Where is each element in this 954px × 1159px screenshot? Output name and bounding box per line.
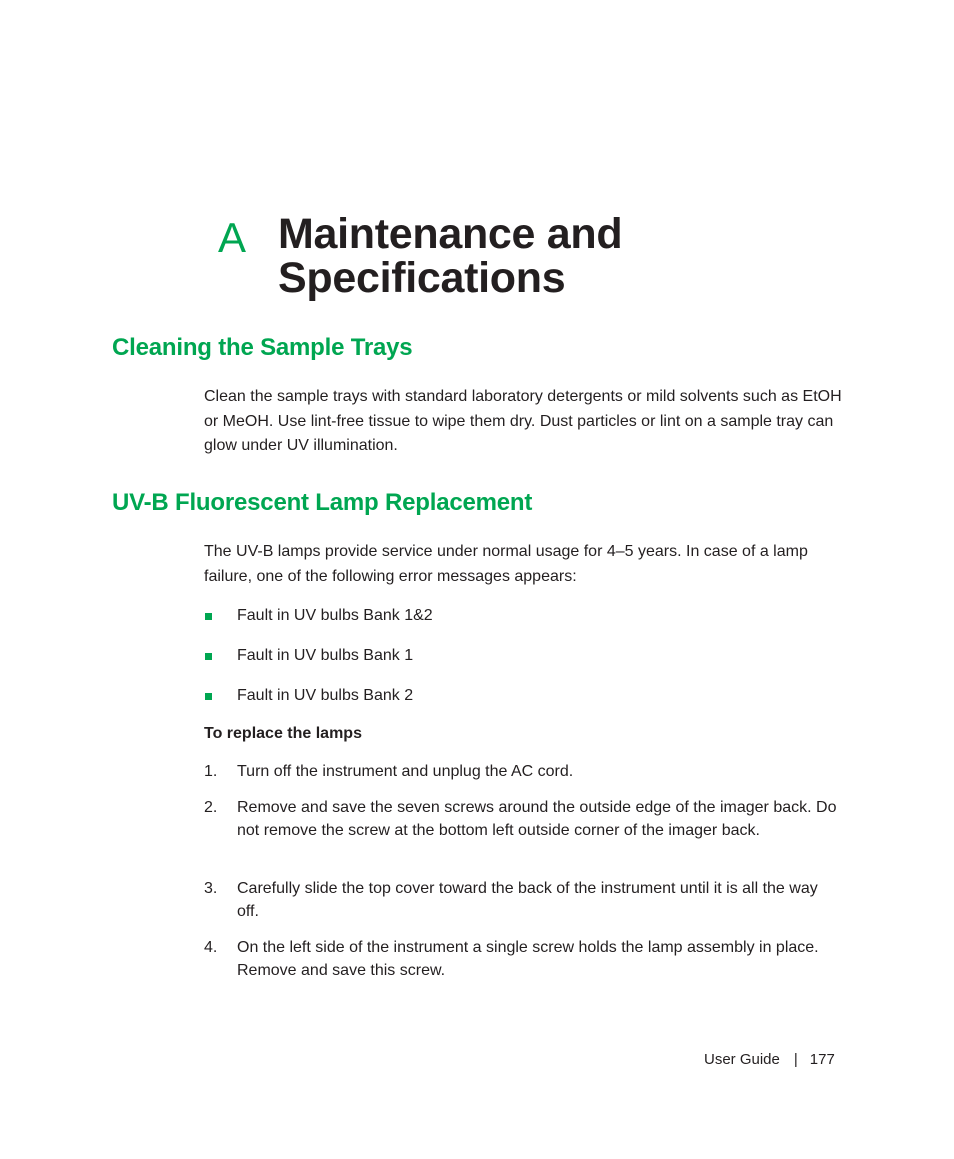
bullet-square-icon [205,613,212,620]
bullet-text: Fault in UV bulbs Bank 2 [237,687,414,704]
page-footer [704,1051,835,1068]
procedure-title: To replace the lamps [204,725,362,742]
chapter-title-line-1: Maintenance and [278,210,623,258]
bullet-text: Fault in UV bulbs Bank 1 [237,647,414,664]
chapter-title-line-2: Specifications [278,254,566,302]
step-number: 2. [204,799,218,816]
step-number: 1. [204,763,218,780]
bullet-square-icon [205,653,212,660]
section-heading-lamp-replacement: UV-B Fluorescent Lamp Replacement [112,489,533,516]
step-number: 3. [204,880,218,897]
section-heading-cleaning: Cleaning the Sample Trays [112,334,413,361]
bullet-square-icon [205,693,212,700]
step-number: 4. [204,939,218,956]
step-text: Remove and save the seven screws around the outside edge of the imager back. Do not remove the screw at the bottom left outside corner of the imager back. [237,799,837,839]
cleaning-paragraph: Clean the sample trays with standard laboratory detergents or mild solvents such as EtOH or MeOH. Use lint-free tissue to wipe them dry. Dust particles or lint on a sample tray can glow under UV illumination. [204,388,842,454]
bullet-text: Fault in UV bulbs Bank 1&2 [237,607,433,624]
step-text: On the left side of the instrument a single screw holds the lamp assembly in place. Remove and save this screw. [237,939,819,979]
footer-separator: | [793,1051,798,1068]
step-text: Turn off the instrument and unplug the AC cord. [237,763,574,780]
page-number: 177 [809,1051,835,1068]
chapter-title [278,212,622,300]
lamp-paragraph: The UV-B lamps provide service under normal usage for 4–5 years. In case of a lamp failure, one of the following error messages appears: [204,543,808,585]
step-text: Carefully slide the top cover toward the back of the instrument until it is all the way off. [237,880,818,920]
footer-label: User Guide [704,1051,780,1068]
chapter-letter: A [218,214,247,261]
